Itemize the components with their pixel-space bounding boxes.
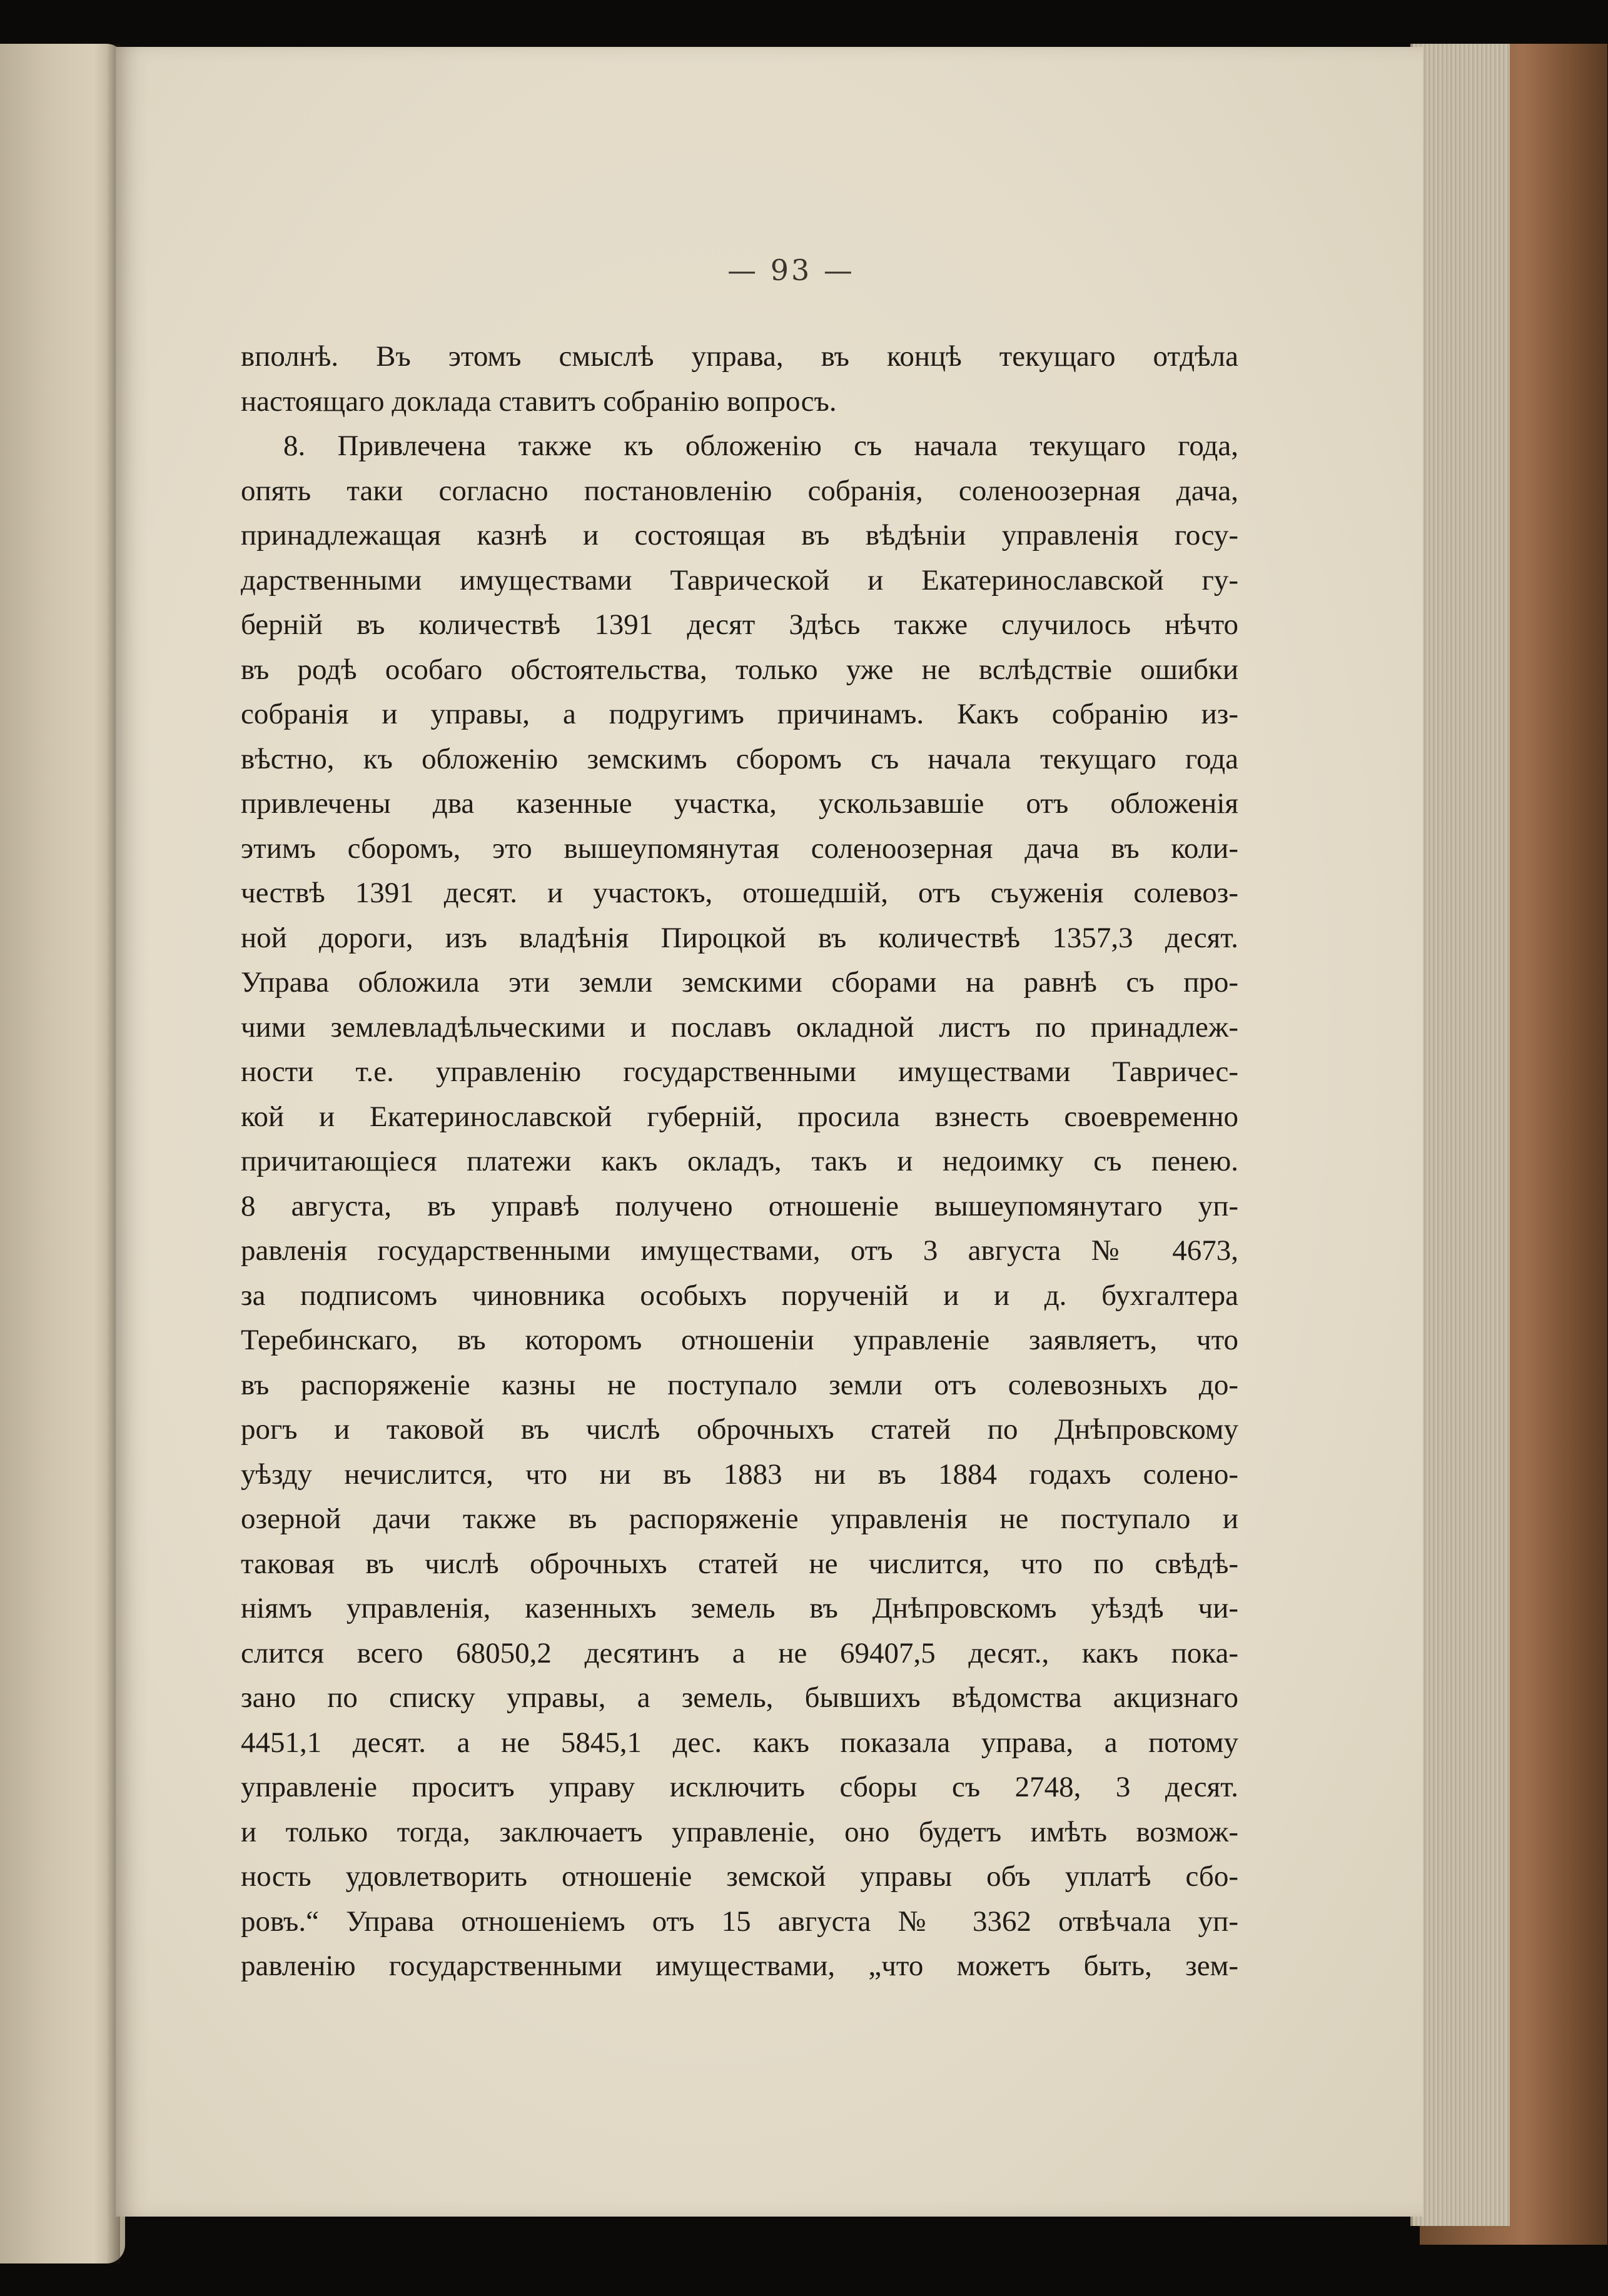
text-line: вполнѣ. Въ этомъ смыслѣ управа, въ концѣ текущаго отдѣла	[241, 340, 1238, 373]
text-line: берній въ количествѣ 1391 десят Здѣсь также случилось нѣчто	[241, 608, 1238, 641]
text-line: кой и Екатеринославской губерній, просила взнесть своевременно	[241, 1100, 1238, 1133]
text-line: опять таки согласно постановленію собранія, соленоозерная дача,	[241, 474, 1238, 507]
text-line: таковая въ числѣ оброчныхъ статей не числится, что по свѣдѣ-	[241, 1547, 1238, 1580]
text-line: привлечены два казенные участка, ускользавшіе отъ обложенія	[241, 787, 1238, 820]
text-line: уѣзду нечислится, что ни въ 1883 ни въ 1884 годахъ солено-	[241, 1458, 1238, 1491]
text-line: принадлежащая казнѣ и состоящая въ вѣдѣніи управленія госу-	[241, 519, 1238, 551]
text-line: слится всего 68050,2 десятинъ а не 69407,5 десят., какъ пока-	[241, 1636, 1238, 1669]
text-line: Теребинскаго, въ которомъ отношеніи управленіе заявляетъ, что	[241, 1324, 1238, 1356]
text-line: озерной дачи также въ распоряженіе управленія не поступало и	[241, 1503, 1238, 1535]
text-line: настоящаго доклада ставитъ собранію вопросъ.	[241, 385, 837, 418]
text-line: рогъ и таковой въ числѣ оброчныхъ статей по Днѣпровскому	[241, 1413, 1238, 1446]
text-line: ность удовлетворить отношеніе земской управы объ уплатѣ сбо-	[241, 1860, 1238, 1893]
text-line: за подписомъ чиновника особыхъ порученій и и д. бухгалтера	[241, 1279, 1238, 1312]
text-line: 4451,1 десят. а не 5845,1 дес. какъ показала управа, а потому	[241, 1726, 1238, 1759]
book-page	[116, 47, 1423, 2217]
text-line: ной дороги, изъ владѣнія Пироцкой въ количествѣ 1357,3 десят.	[241, 921, 1238, 954]
text-line: причитающіеся платежи какъ окладъ, такъ и недоимку съ пенею.	[241, 1145, 1238, 1177]
text-line: ніямъ управленія, казенныхъ земель въ Днѣпровскомъ уѣздѣ чи-	[241, 1592, 1238, 1624]
text-line: 8. Привлечена также къ обложенію съ начала текущаго года,	[283, 430, 1238, 462]
text-line: въ распоряженіе казны не поступало земли отъ солевозныхъ до-	[241, 1368, 1238, 1401]
text-line: Управа обложила эти земли земскими сборами на равнѣ съ про-	[241, 966, 1238, 999]
text-line: 8 августа, въ управѣ получено отношеніе вышеупомянутаго уп-	[241, 1189, 1238, 1222]
text-line: ности т.е. управленію государственными имуществами Тавричес-	[241, 1055, 1238, 1088]
text-line: вѣстно, къ обложенію земскимъ сборомъ съ начала текущаго года	[241, 742, 1238, 775]
text-line: равленію государственными имуществами, „что можетъ быть, зем-	[241, 1950, 1238, 1982]
page-stack-edge	[1410, 44, 1510, 2226]
text-line: ровъ.“ Управа отношеніемъ отъ 15 августа № 3362 отвѣчала уп-	[241, 1905, 1238, 1938]
text-line: чими землевладѣльческими и пославъ окладной листъ по принадлеж-	[241, 1010, 1238, 1044]
text-line: зано по списку управы, а земель, бывшихъ вѣдомства акцизнаго	[241, 1681, 1238, 1714]
page-number: — 93 —	[727, 253, 855, 287]
page-body-text	[241, 335, 1238, 1989]
text-line: собранія и управы, а подругимъ причинамъ. Какъ собранію из-	[241, 698, 1238, 730]
text-line: въ родѣ особаго обстоятельства, только уже не вслѣдствіе ошибки	[241, 653, 1238, 686]
text-line: дарственными имуществами Таврической и Екатеринославской гу-	[241, 563, 1238, 597]
text-line: управленіе проситъ управу исключить сборы съ 2748, 3 десят.	[241, 1771, 1238, 1803]
text-line: чествѣ 1391 десят. и участокъ, отошедшій, отъ съуженія солевоз-	[241, 877, 1238, 909]
text-line: и только тогда, заключаетъ управленіе, оно будетъ имѣть возмож-	[241, 1815, 1238, 1848]
text-line: этимъ сборомъ, это вышеупомянутая соленоозерная дача въ коли-	[241, 832, 1238, 865]
text-line: равленія государственными имуществами, отъ 3 августа № 4673,	[241, 1234, 1238, 1267]
